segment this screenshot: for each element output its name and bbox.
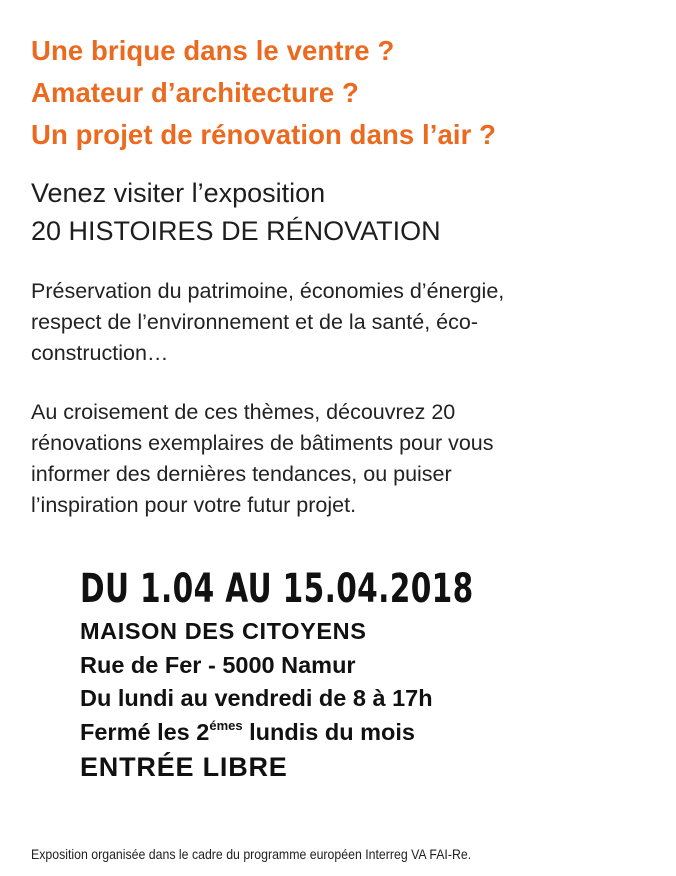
footer-note: Exposition organisée dans le cadre du programme européen Interreg VA FAI-Re. <box>31 846 472 862</box>
headline-line-3: Un projet de rénovation dans l’air ? <box>31 119 497 150</box>
paragraph-line: Au croisement de ces thèmes, découvrez 20 <box>31 400 456 424</box>
paragraph-line: construction… <box>31 341 169 365</box>
headline-line-2: Amateur d’architecture ? <box>31 77 359 108</box>
event-closed-days <box>80 716 433 750</box>
headline <box>31 30 496 156</box>
paragraph-themes <box>31 276 631 369</box>
entry-free: ENTRÉE LIBRE <box>80 752 288 782</box>
paragraph-line: Préservation du patrimoine, économies d’énergie, <box>31 279 505 303</box>
intro <box>31 174 441 250</box>
exhibition-title: 20 HISTOIRES DE RÉNOVATION <box>31 216 441 246</box>
closed-suffix: lundis du mois <box>242 718 415 745</box>
paragraph-line: informer des dernières tendances, ou puiser <box>31 462 452 486</box>
event-dates: DU 1.04 AU 15.04.2018 <box>80 566 474 612</box>
headline-line-1: Une brique dans le ventre ? <box>31 35 395 66</box>
paragraph-line: rénovations exemplaires de bâtiments pour vous <box>31 431 494 455</box>
event-hours: Du lundi au vendredi de 8 à 17h <box>80 685 433 711</box>
intro-line-1: Venez visiter l’exposition <box>31 178 326 208</box>
paragraph-description <box>31 397 631 521</box>
closed-ordinal: émes <box>209 717 243 733</box>
event-info <box>80 615 433 785</box>
paragraph-line: l’inspiration pour votre futur projet. <box>31 493 357 517</box>
event-address: Rue de Fer - 5000 Namur <box>80 651 356 678</box>
event-venue: MAISON DES CITOYENS <box>80 618 367 644</box>
closed-prefix: Fermé les 2 <box>80 718 210 745</box>
paragraph-line: respect de l’environnement et de la santé, éco- <box>31 310 478 334</box>
